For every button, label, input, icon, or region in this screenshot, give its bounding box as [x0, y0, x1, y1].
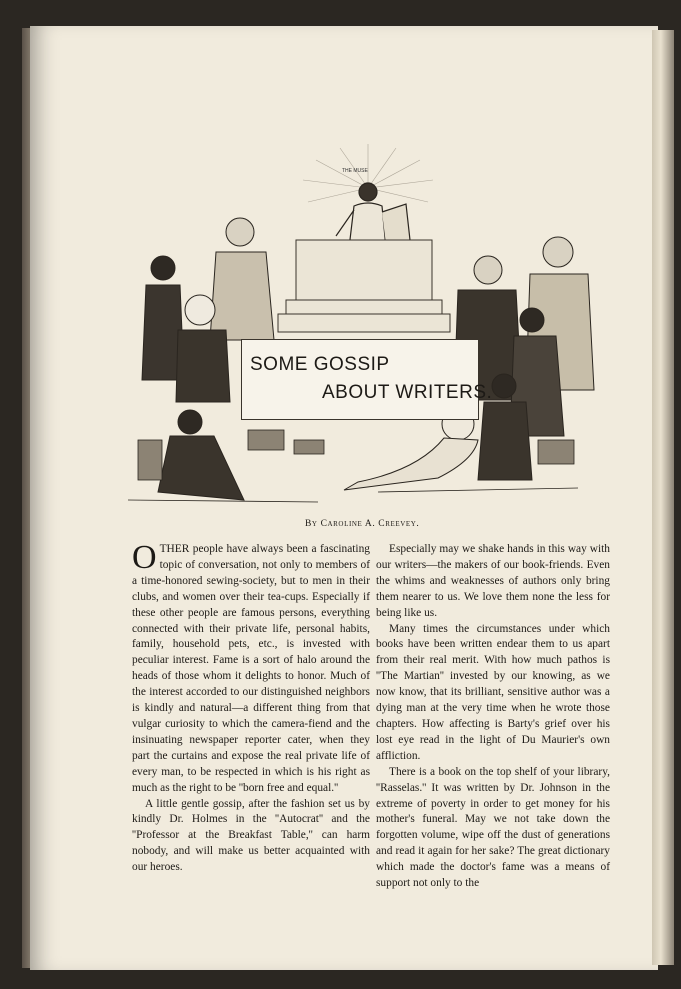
paragraph-text: people have always been a fascinating topic of conversation, not only to members of a time-honored sewing-society, but to men in their clubs, and women over their tea-cups. Especially if these other people are famous persons, everything connected with their private life, personal habits, family, household pets, etc., is invested with peculiar interest. Fame is a sort of halo around the heads of those whom it delights to honor. Much of the interest accorded to our distinguished neighbors is kindly and natural—a different thing from that vulgar curiosity to which the camera-fiend and the insinuating newspaper reporter cater, when they part the curtains and expose the real private life of every man, to be respected in which is his right as much as the right to be ''born free and equal.'': [132, 543, 370, 794]
paragraph: [132, 539, 370, 797]
article-title-line1: SOME GOSSIP: [250, 354, 390, 375]
drop-cap: O: [132, 539, 157, 576]
article-title-line2: ABOUT WRITERS.: [322, 382, 493, 403]
muse-label: THE MUSE: [342, 168, 368, 174]
reclining-author: [344, 408, 478, 490]
page-edge: [652, 30, 674, 965]
text-column-left: [132, 539, 370, 876]
article-title-box: [241, 339, 493, 420]
paragraph: Especially may we shake hands in this way with our writers—the makers of our book-friends. Even the whims and weaknesses of authors only bring them nearer to us. We love them none the less for being like us.: [376, 543, 610, 619]
pedestal: [278, 240, 450, 332]
lead-word: THER: [159, 543, 190, 555]
byline: By Caroline A. Creevey.: [305, 519, 420, 529]
paragraph: A little gentle gossip, after the fashion set us by kindly Dr. Holmes in the ''Autocrat'' and the ''Professor at the Breakfast Table,'' can harm nobody, and will make us better acquainted with our heroes.: [132, 797, 370, 874]
text-column-right: [376, 542, 610, 892]
writers-caricature-illustration: [118, 140, 598, 518]
paragraph: Many times the circumstances under which books have been written endear them to us apart from their real merit. With how much pathos is ''The Martian'' invested by our knowing, as we now know, that its brilliant, sensitive author was a dying man at the very time when he wrote those chapters. How affecting is Barty's grief over his lost eye read in the light of Du Maurier's own affliction.: [376, 622, 610, 762]
paragraph: There is a book on the top shelf of your library, ''Rasselas.'' It was written by Dr. Johnson in the extreme of poverty in order to get money for his mother's funeral. May we not take down the forgotten volume, wipe off the dust of generations and read it again for her sake? The great dictionary which made the doctor's fame was a means of support not only to the: [376, 765, 610, 890]
